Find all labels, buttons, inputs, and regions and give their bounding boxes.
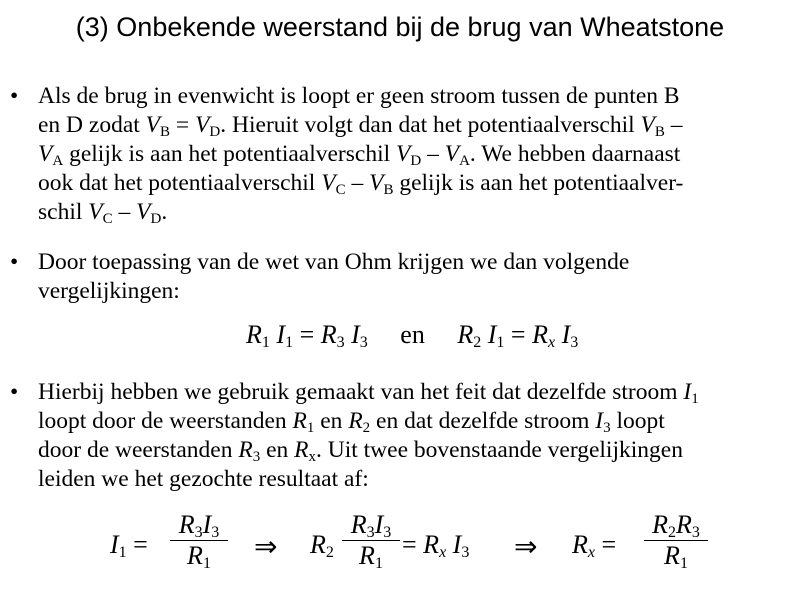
- slide-title: (3) Onbekende weerstand bij de brug van Wheatstone: [75, 12, 725, 42]
- text-line: door de weerstanden $R_3$ en $R_x$. Uit twee bovenstaande vergelijkingen: [38, 437, 683, 465]
- bullet-ohm: [10, 248, 790, 306]
- bullet-dot: •: [10, 379, 19, 405]
- lhs-R2: $R_2$: [310, 530, 334, 561]
- text-line: Hierbij hebben we gebruik gemaakt van het feit dat dezelfde stroom $I_1$: [38, 379, 699, 407]
- lhs-I1: $I_1$ =: [110, 530, 148, 561]
- ohm-equations: $R_1$ $I_1 = R_3$ $I_3$ en $R_2$ $I_1 = R_x$ $I_3$: [246, 320, 579, 351]
- text-line: schil $V_C - V_D$.: [38, 199, 168, 227]
- text-line: loopt door de weerstanden $R_1$ en $R_2$ en dat dezelfde stroom $I_3$ loopt: [38, 408, 665, 436]
- text-line: vergelijkingen:: [38, 278, 180, 304]
- text-line: Door toepassing van de wet van Ohm krijgen we dan volgende: [38, 249, 630, 275]
- implies-arrow: ⇒: [254, 530, 278, 563]
- text-line: en D zodat $V_B = V_D$. Hieruit volgt dan dat het potentiaalverschil $V_B$ –: [38, 112, 683, 140]
- lhs-Rx: $R_x$ =: [572, 530, 617, 561]
- bullet-conclusion: [10, 378, 790, 494]
- bullet-equilibrium: [10, 82, 790, 227]
- text-line: $V_A$ gelijk is aan het potentiaalverschil $V_D - V_A$. We hebben daarnaast: [38, 141, 681, 169]
- text-line: ook dat het potentiaalverschil $V_C - V_B$ gelijk is aan het potentiaalver-: [38, 170, 684, 198]
- bullet-dot: •: [10, 249, 19, 275]
- rhs-RxI3: = $R_x$ $I_3$: [402, 530, 470, 561]
- fraction-r2r3-over-r1: $R_2R_3$ $R_1$: [644, 510, 708, 571]
- bullet-dot: •: [10, 83, 19, 109]
- text-line: Als de brug in evenwicht is loopt er geen stroom tussen de punten B: [38, 83, 680, 109]
- fraction-r3i3-over-r1-second: $R_3I_3$ $R_1$: [342, 510, 400, 571]
- fraction-r3i3-over-r1: $R_3I_3$ $R_1$: [170, 510, 228, 571]
- implies-arrow: ⇒: [514, 530, 538, 563]
- text-line: leiden we het gezochte resultaat af:: [38, 466, 369, 492]
